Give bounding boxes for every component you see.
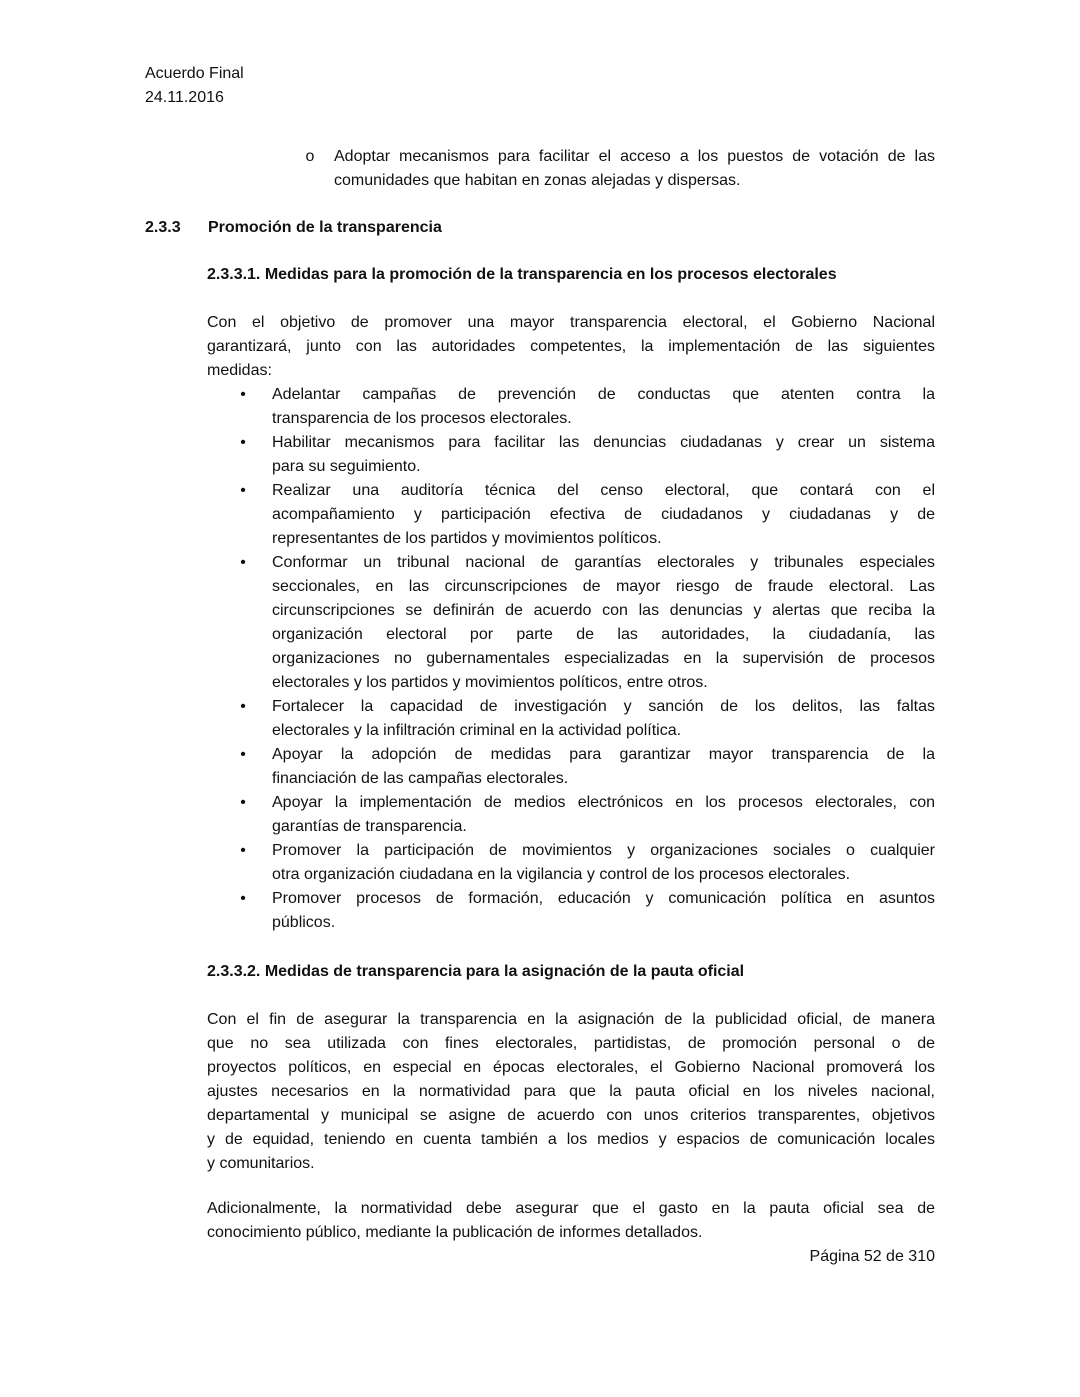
page-header bbox=[145, 62, 244, 110]
bullet-icon: • bbox=[240, 386, 246, 403]
bullet-icon: • bbox=[240, 482, 246, 499]
bullet-item bbox=[240, 551, 935, 695]
text-line: Promover procesos de formación, educación y comunicación política en asuntos bbox=[272, 890, 935, 907]
text-line: acompañamiento y participación efectiva de ciudadanos y ciudadanas y de bbox=[272, 506, 935, 523]
text-line: y de equidad, teniendo en cuenta también a los medios y espacios de comunicación locales bbox=[207, 1131, 935, 1148]
page-number: Página 52 de 310 bbox=[809, 1248, 935, 1265]
text-line: comunidades que habitan en zonas alejadas y dispersas. bbox=[334, 172, 741, 189]
bullet-item bbox=[240, 695, 935, 743]
paragraph-pauta-oficial bbox=[207, 1008, 935, 1176]
bullet-item bbox=[240, 743, 935, 791]
text-line: otra organización ciudadana en la vigilancia y control de los procesos electorales. bbox=[272, 866, 851, 883]
text-line: Realizar una auditoría técnica del censo electoral, que contará con el bbox=[272, 482, 935, 499]
text-line: transparencia de los procesos electorales. bbox=[272, 410, 572, 427]
subsection-heading-1: 2.3.3.1. Medidas para la promoción de la transparencia en los procesos electorales bbox=[207, 266, 837, 283]
document-title: Acuerdo Final bbox=[145, 65, 244, 82]
bullet-icon: • bbox=[240, 746, 246, 763]
text-line: proyectos políticos, en especial en épocas electorales, el Gobierno Nacional promoverá los bbox=[207, 1059, 935, 1076]
bullet-icon: • bbox=[240, 890, 246, 907]
text-line: Adelantar campañas de prevención de conductas que atenten contra la bbox=[272, 386, 935, 403]
text-line: electorales y la infiltración criminal en la actividad política. bbox=[272, 722, 682, 739]
text-line: organización electoral por parte de las autoridades, la ciudadanía, las bbox=[272, 626, 935, 643]
bullet-item bbox=[240, 383, 935, 431]
sub-bullet-item bbox=[305, 145, 935, 193]
subsection-heading-2: 2.3.3.2. Medidas de transparencia para la asignación de la pauta oficial bbox=[207, 963, 745, 980]
text-line: organizaciones no gubernamentales especializadas en la supervisión de procesos bbox=[272, 650, 935, 667]
circle-bullet-icon: o bbox=[305, 148, 315, 165]
text-line: circunscripciones se definirán de acuerdo con las denuncias y alertas que reciba la bbox=[272, 602, 935, 619]
text-line: financiación de las campañas electorales. bbox=[272, 770, 569, 787]
text-line: Con el objetivo de promover una mayor transparencia electoral, el Gobierno Nacional bbox=[207, 314, 935, 331]
text-line: Apoyar la adopción de medidas para garantizar mayor transparencia de la bbox=[272, 746, 935, 763]
text-line: seccionales, en las circunscripciones de mayor riesgo de fraude electoral. Las bbox=[272, 578, 935, 595]
text-line: garantías de transparencia. bbox=[272, 818, 467, 835]
text-line: departamental y municipal se asigne de acuerdo con unos criterios transparentes, objetivos bbox=[207, 1107, 935, 1124]
bullet-list bbox=[240, 383, 935, 935]
paragraph-gasto-publico bbox=[207, 1197, 935, 1245]
section-number: 2.3.3 bbox=[145, 219, 181, 236]
text-line: Conformar un tribunal nacional de garantías electorales y tribunales especiales bbox=[272, 554, 935, 571]
section-title: Promoción de la transparencia bbox=[208, 219, 442, 236]
bullet-item bbox=[240, 839, 935, 887]
text-line: Promover la participación de movimientos y organizaciones sociales o cualquier bbox=[272, 842, 935, 859]
text-line: Fortalecer la capacidad de investigación y sanción de los delitos, las faltas bbox=[272, 698, 935, 715]
intro-paragraph bbox=[207, 311, 935, 383]
bullet-item bbox=[240, 479, 935, 551]
text-line: Adoptar mecanismos para facilitar el acceso a los puestos de votación de las bbox=[334, 148, 935, 165]
bullet-item bbox=[240, 887, 935, 935]
text-line: representantes de los partidos y movimientos políticos. bbox=[272, 530, 662, 547]
text-line: Habilitar mecanismos para facilitar las denuncias ciudadanas y crear un sistema bbox=[272, 434, 935, 451]
bullet-icon: • bbox=[240, 554, 246, 571]
text-line: medidas: bbox=[207, 362, 272, 379]
text-line: para su seguimiento. bbox=[272, 458, 421, 475]
bullet-icon: • bbox=[240, 794, 246, 811]
text-line: que no sea utilizada con fines electorales, partidistas, de promoción personal o de bbox=[207, 1035, 935, 1052]
text-line: y comunitarios. bbox=[207, 1155, 315, 1172]
text-line: Apoyar la implementación de medios electrónicos en los procesos electorales, con bbox=[272, 794, 935, 811]
section-heading bbox=[145, 216, 442, 240]
text-line: Con el fin de asegurar la transparencia en la asignación de la publicidad oficial, de manera bbox=[207, 1011, 935, 1028]
bullet-icon: • bbox=[240, 434, 246, 451]
text-line: conocimiento público, mediante la publicación de informes detallados. bbox=[207, 1224, 703, 1241]
text-line: Adicionalmente, la normatividad debe asegurar que el gasto en la pauta oficial sea de bbox=[207, 1200, 935, 1217]
bullet-icon: • bbox=[240, 842, 246, 859]
text-line: ajustes necesarios en la normatividad para que la pauta oficial en los niveles nacional, bbox=[207, 1083, 935, 1100]
text-line: garantizará, junto con las autoridades competentes, la implementación de las siguientes bbox=[207, 338, 935, 355]
bullet-item bbox=[240, 791, 935, 839]
bullet-item bbox=[240, 431, 935, 479]
text-line: electorales y los partidos y movimientos políticos, entre otros. bbox=[272, 674, 708, 691]
bullet-icon: • bbox=[240, 698, 246, 715]
document-date: 24.11.2016 bbox=[145, 89, 224, 106]
text-line: públicos. bbox=[272, 914, 336, 931]
